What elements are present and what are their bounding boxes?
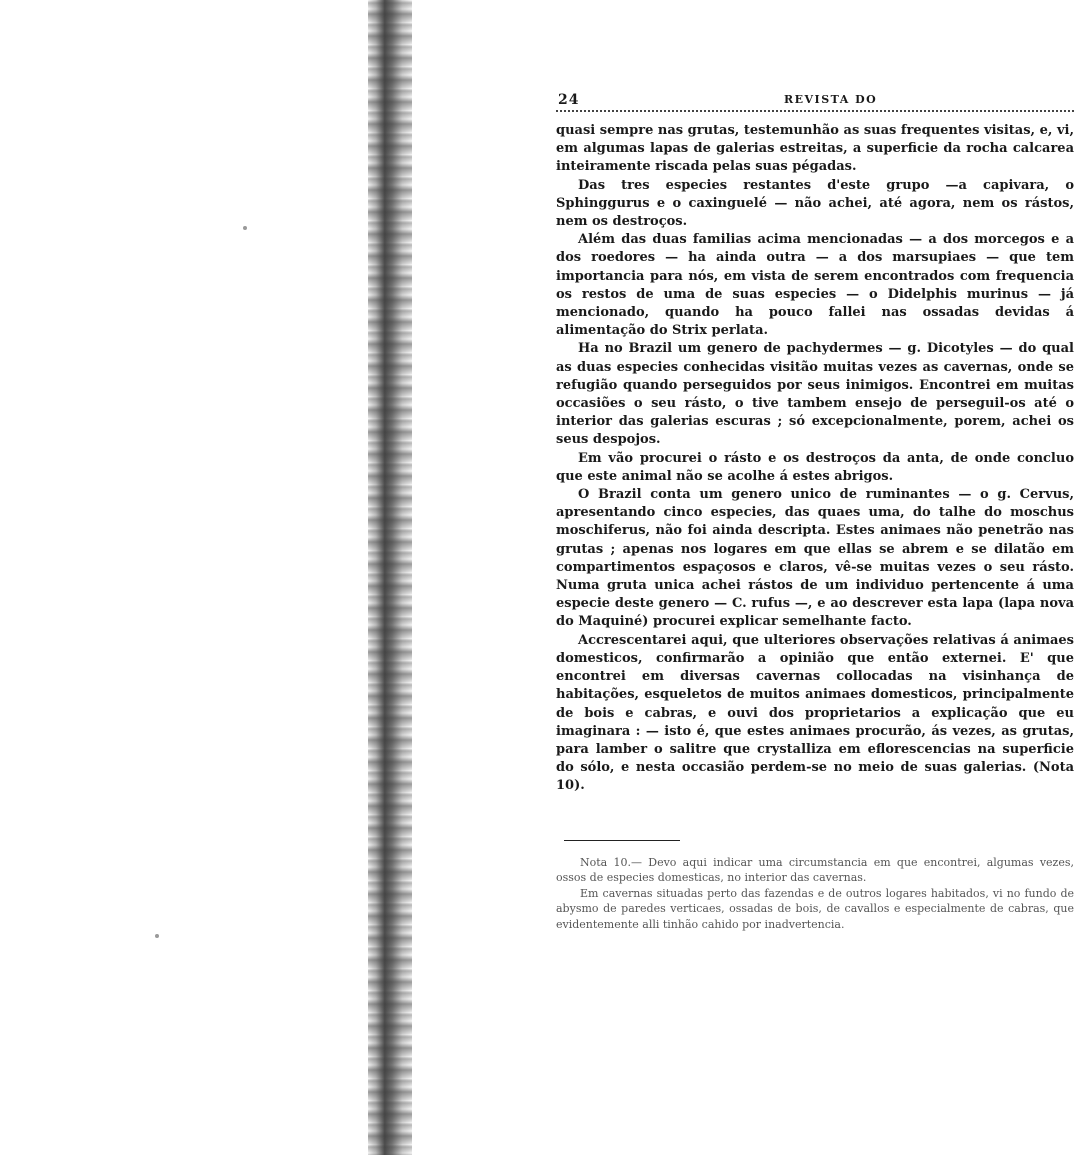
paragraph: quasi sempre nas grutas, testemunhão as suas frequentes visitas, e, vi, em algumas lapas de galerias estreitas, a superficie da rocha calcarea inteiramente riscada pelas suas pégadas.	[556, 123, 1074, 175]
paragraph: Além das duas familias acima mencionadas — a dos morcegos e a dos roedores — ha ainda outra — a dos marsupiaes — que tem importancia para nós, em vista de serem encontrados com frequencia os restos de uma de suas especies — o Didelphis murinus — já mencionado, quando ha pouco fallei nas ossadas devidas á alimentação do Strix perlata.	[556, 232, 1074, 339]
body-text	[556, 122, 1074, 796]
footnote: Em cavernas situadas perto das fazendas e de outros logares habitados, vi no fundo de abysmo de paredes verticaes, ossadas de bois, de cavallos e especialmente de cabras, que evidentemente alli tinhão cahido por inadvertencia.	[556, 886, 1074, 931]
paragraph: Ha no Brazil um genero de pachydermes — g. Dicotyles — do qual as duas especies conhecidas visitão muitas vezes as cavernas, onde se refugião quando perseguidos por seus inimigos. Encontrei em muitas occasiões o seu rásto, o tive tambem ensejo de perseguil-os até o interior das galerias escuras ; só excepcionalmente, porem, achei os seus despojos.	[556, 341, 1074, 448]
paragraph: Das tres especies restantes d'este grupo —a capivara, o Sphinggurus e o caxinguelé — não achei, até agora, nem os rástos, nem os destroços.	[556, 177, 1074, 230]
paragraph: O Brazil conta um genero unico de ruminantes — o g. Cervus, apresentando cinco especies, das quaes uma, do talhe do moschus moschiferus, não foi ainda descripta. Estes animaes não penetrão nas grutas ; apenas nos logares em que ellas se abrem e se dilatão em compartimentos espaçosos e claros, vê-se muitas vezes o seu rásto. Numa gruta unica achei rástos de um individuo pertencente á uma especie deste genero — C. rufus —, e ao descrever esta lapa (lapa nova do Maquiné) procurei explicar semelhante facto.	[556, 487, 1074, 630]
paragraph: Accrescentarei aqui, que ulteriores observações relativas á animaes domesticos, confirmarão a opinião que então externei. E' que encontrei em diversas cavernas collocadas na visinhança de habitações, esqueletos de muitos animaes domesticos, principalmente de bois e cabras, e ouvi dos proprietarios a explicação que eu imaginara : — isto é, que estes animaes procurão, ás vezes, as grutas, para lamber o salitre que crystalliza em eflorescencias na superficie do sólo, e nesta occasião perdem-se no meio de suas galerias. (Nota 10).	[556, 632, 1074, 794]
footnotes	[556, 855, 1074, 933]
header-rule	[556, 110, 1074, 112]
footnote-rule	[564, 840, 680, 841]
paragraph: Em vão procurei o rásto e os destroços da anta, de onde concluo que este animal não se acolhe á estes abrigos.	[556, 450, 1074, 484]
running-head-title: REVISTA DO	[784, 93, 878, 106]
footnote: Nota 10.— Devo aqui indicar uma circumstancia em que encontrei, algumas vezes, ossos de especies domesticas, no interior das cavernas.	[556, 855, 1074, 885]
book-gutter	[368, 0, 412, 1155]
paper-speck	[243, 226, 247, 230]
page-number: 24	[558, 92, 580, 108]
paper-speck	[155, 934, 159, 938]
book-page	[556, 88, 1074, 932]
running-head	[556, 88, 1074, 110]
